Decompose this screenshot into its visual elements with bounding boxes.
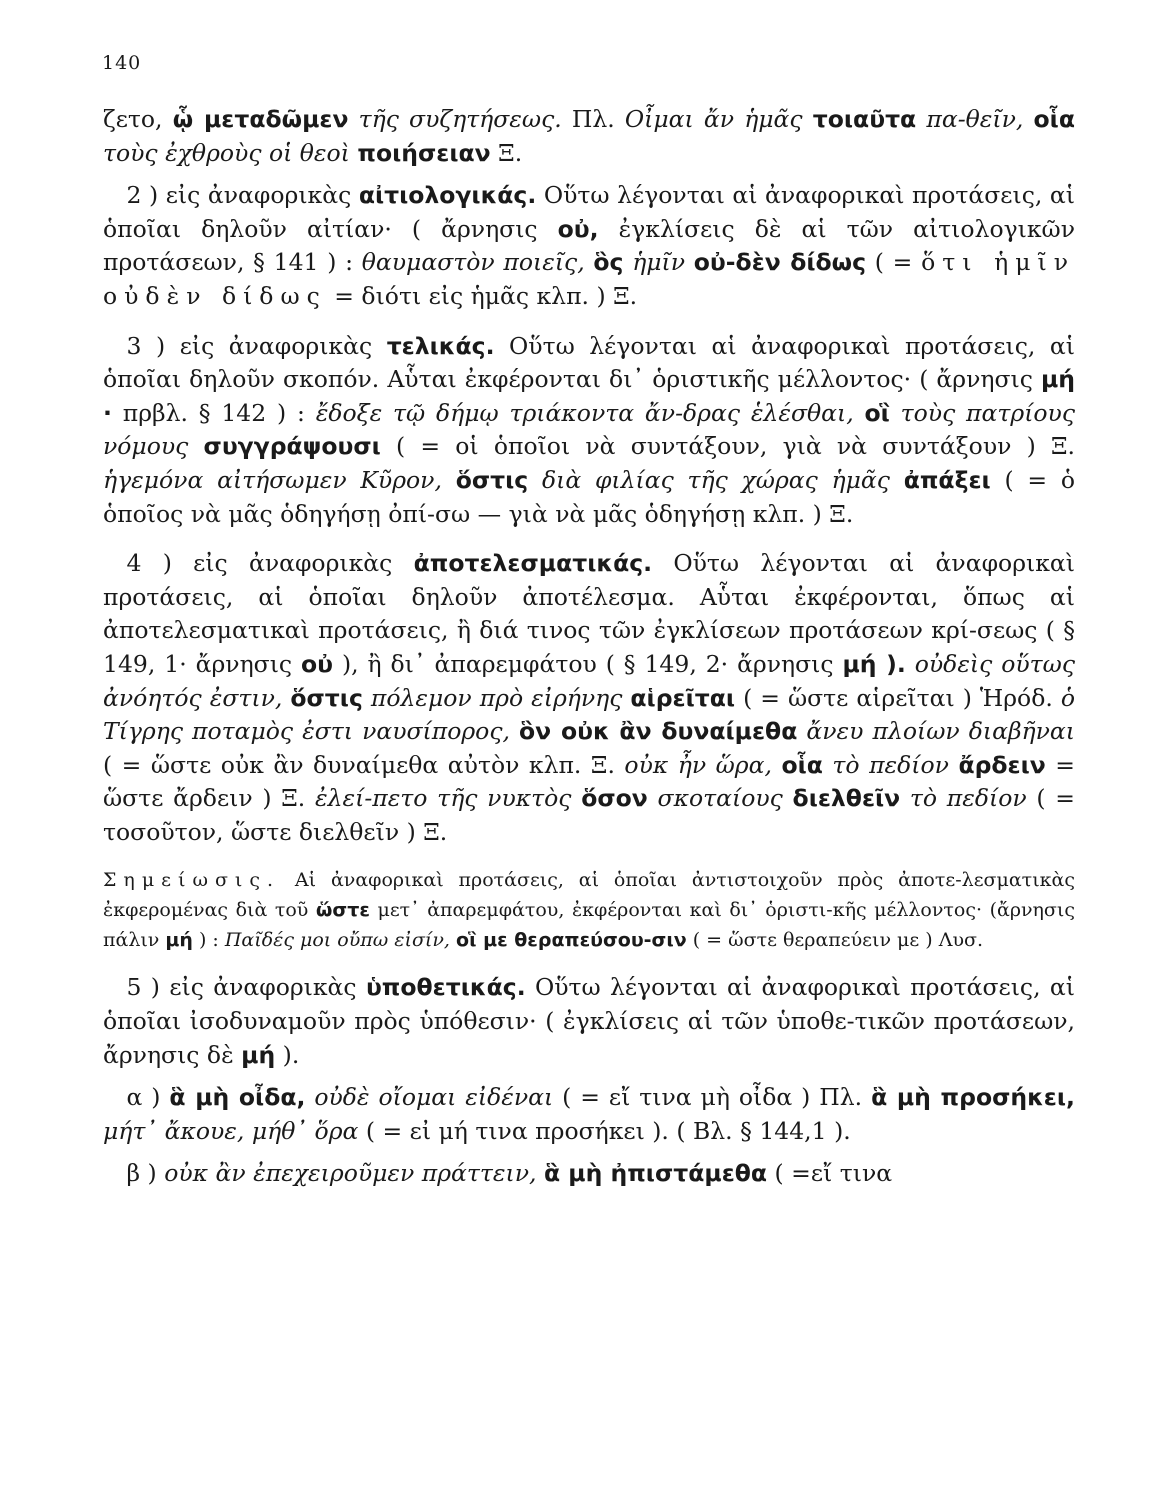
paragraph-final-clauses: 3 ) εἰς ἀναφορικὰς τελικάς. Οὕτω λέγονται αἱ ἀναφορικαὶ προτάσεις, αἱ ὁποῖαι δηλοῦν σκοπόν. Αὗται ἐκφέρονται δι᾽ ὁριστικῆς μέλλοντος· ( ἄρνησις μή · πρβλ. § 142 ) : ἔδοξε τῷ δήμῳ τριάκοντα ἄν-δρας ἑλέσθαι, οἳ τοὺς πατρίους νόμους συγγράψουσι ( = οἱ ὁποῖοι νὰ συντάξουν, γιὰ νὰ συντάξουν ) Ξ. ἡγεμόνα αἰτήσωμεν Κῦρον, ὅστις διὰ φιλίας τῆς χώρας ἡμᾶς ἀπάξει ( = ὁ ὁποῖος νὰ μᾶς ὁδηγήσῃ ὀπί-σω — γιὰ νὰ μᾶς ὁδηγήσῃ κλπ. ) Ξ. xyxy=(103,331,1075,528)
paragraph-consecutive-clauses: 4 ) εἰς ἀναφορικὰς ἀποτελεσματικάς. Οὕτω λέγονται αἱ ἀναφορικαὶ προτάσεις, αἱ ὁποῖαι δηλοῦν ἀποτέλεσμα. Αὗται ἐκφέρονται, ὅπως αἱ ἀποτελεσματικαὶ προτάσεις, ἢ διά τινος τῶν ἐγκλίσεων προτάσεων κρί-σεως ( § 149, 1· ἄρνησις οὐ ), ἢ δι᾽ ἀπαρεμφάτου ( § 149, 2· ἄρνησις μή ). οὐδεὶς οὕτως ἀνόητός ἐστιν, ὅστις πόλεμον πρὸ εἰρήνης αἱρεῖται ( = ὥστε αἱρεῖται ) Ἡρόδ. ὁ Τίγρης ποταμὸς ἐστι ναυσίπορος, ὃν οὐκ ἂν δυναίμεθα ἄνευ πλοίων διαβῆναι ( = ὥστε οὐκ ἂν δυναίμεθα αὐτὸν κλπ. Ξ. οὐκ ἦν ὥρα, οἷα τὸ πεδίον ἄρδειν = ὥστε ἄρδειν ) Ξ. ἐλεί-πετο τῆς νυκτὸς ὅσον σκοταίους διελθεῖν τὸ πεδίον ( = τοσοῦτον, ὥστε διελθεῖν ) Ξ. xyxy=(103,549,1075,846)
paragraph-causal-clauses: 2 ) εἰς ἀναφορικὰς αἰτιολογικάς. Οὕτω λέγονται αἱ ἀναφορικαὶ προτάσεις, αἱ ὁποῖαι δηλοῦν αἰτίαν· ( ἄρνησις οὐ, ἐγκλίσεις δὲ αἱ τῶν αἰτιολογικῶν προτάσεων, § 141 ) : θαυμαστὸν ποιεῖς, ὃς ἡμῖν οὐ-δὲν δίδως ( = ὅτι ἡμῖν οὐδὲν δίδως = διότι εἰς ἡμᾶς κλπ. ) Ξ. xyxy=(103,181,1076,310)
paragraph-intro: ζετο, ᾧ μεταδῶμεν τῆς συζητήσεως. Πλ. Οἶμαι ἄν ἡμᾶς τοιαῦτα πα-θεῖν, οἷα τοὺς ἐχθροὺς οἱ θεοὶ ποιήσειαν Ξ. xyxy=(103,105,1075,167)
paragraph-conditional-clauses: 5 ) εἰς ἀναφορικὰς ὑποθετικάς. Οὕτω λέγονται αἱ ἀναφορικαὶ προτάσεις, αἱ ὁποῖαι ἰσοδυναμοῦν πρὸς ὑπόθεσιν· ( ἐγκλίσεις αἱ τῶν ὑποθε-τικῶν προτάσεων, ἄρνησις δὲ μή ). xyxy=(103,973,1075,1069)
example-alpha: α ) ἃ μὴ οἶδα, οὐδὲ οἴομαι εἰδέναι ( = εἴ τινα μὴ οἶδα ) Πλ. ἃ μὴ προσήκει, μήτ᾽ ἄκουε, μήθ᾽ ὅρα ( = εἰ μή τινα προσήκει ). ( Βλ. § 144,1 ). xyxy=(103,1083,1075,1145)
page-body xyxy=(103,103,1075,1191)
page-number: 140 xyxy=(102,52,142,74)
example-beta: β ) οὐκ ἂν ἐπεχειροῦμεν πράττειν, ἃ μὴ ἠπιστάμεθα ( =εἴ τινα xyxy=(126,1159,893,1188)
note-paragraph: Σημείωσις. Αἱ ἀναφορικαὶ προτάσεις, αἱ ὁποῖαι ἀντιστοιχοῦν πρὸς ἀποτε-λεσματικὰς ἐκφερομένας διὰ τοῦ ὥστε μετ᾽ ἀπαρεμφάτου, ἐκφέρονται καὶ δι᾽ ὁριστι-κῆς μέλλοντος· (ἄρνησις πάλιν μή ) : Παῖδές μοι οὔπω εἰσίν, οἳ με θεραπεύσου-σιν ( = ὥστε θεραπεύειν με ) Λυσ. xyxy=(103,869,1075,952)
